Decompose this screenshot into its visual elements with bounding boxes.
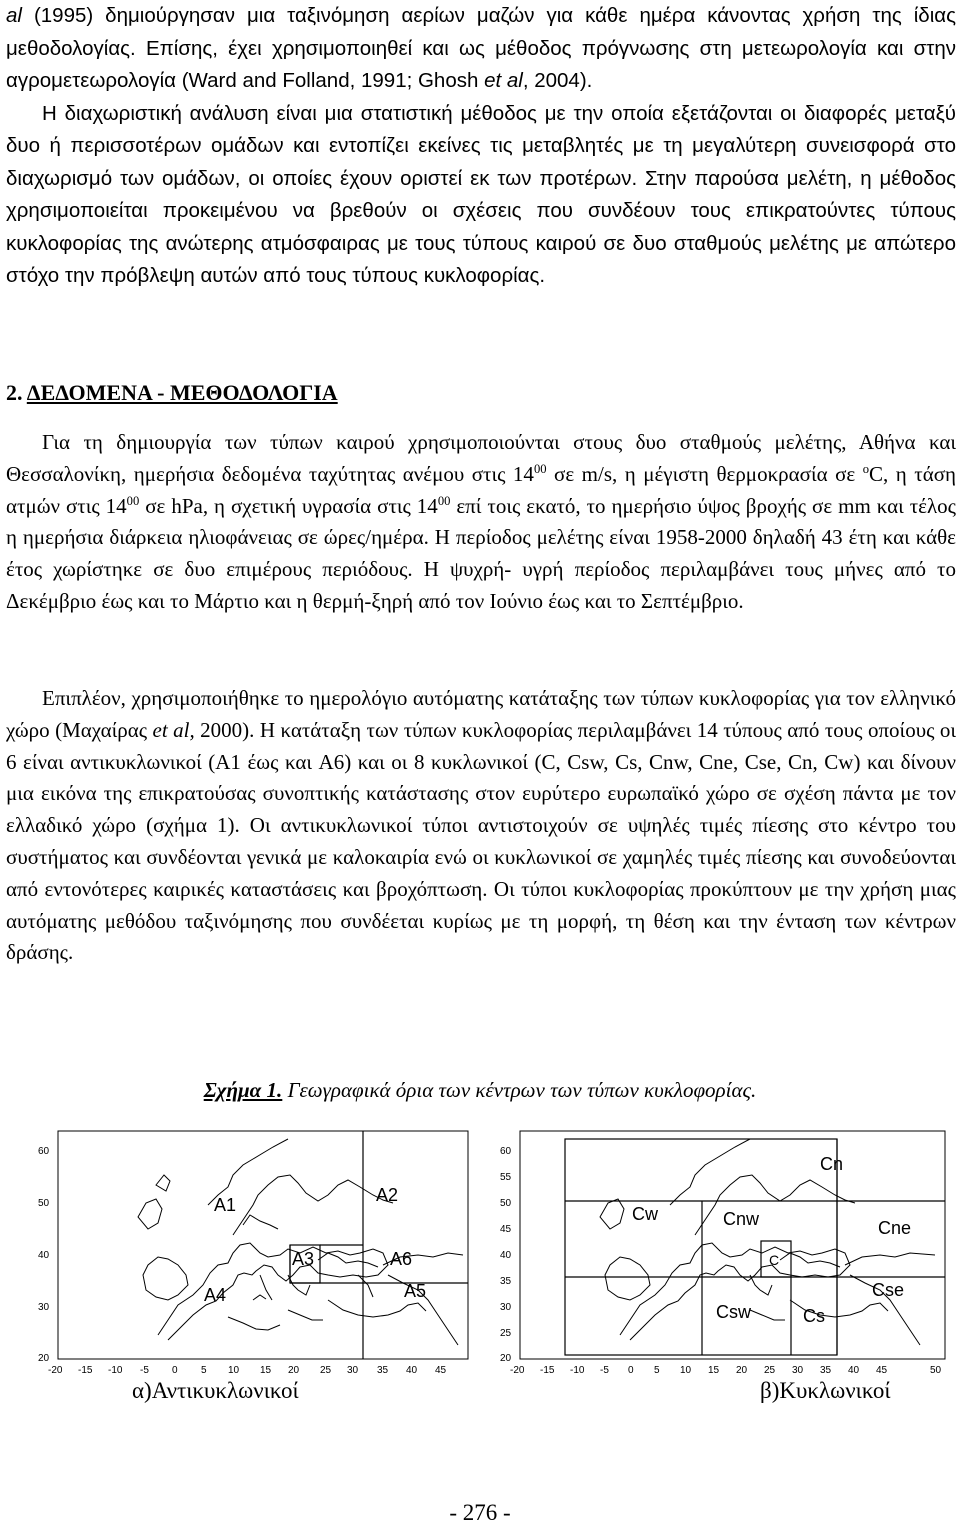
page-number: - 276 - <box>449 1500 511 1525</box>
y-tick-label: 50 <box>500 1198 512 1209</box>
x-tick-label: 10 <box>680 1365 692 1376</box>
text-italic: al <box>6 4 22 27</box>
region-label: Cn <box>820 1154 844 1174</box>
map-frame <box>58 1131 468 1359</box>
x-tick-label: 25 <box>764 1365 776 1376</box>
text-run: επί τοις εκατό, το ημερήσιο ύψος βροχής σε mm και τέλος η ημερήσια διάρκεια ηλιοφάνειας σε ώρες/ημέρα. Η περίοδος μελέτης είναι 1958-2000 δηλαδή 43 έτη και κάθε έτος χωρίστηκε σε δυο επιμέρους περιόδους. Η ψυχρή- υγρή περίοδος περιλαμβάνει τους μήνες από το Δεκέμβριο έως και το Μάρτιο και η θερμή-ξηρή από τον Ιούνιο έως και το Σεπτέμβριο. <box>6 493 957 613</box>
region-boundaries <box>565 1139 945 1355</box>
coastlines <box>138 1139 463 1345</box>
x-tick-label: -15 <box>540 1365 555 1376</box>
text-run: 2000). Η κατάταξη των τύπων κυκλοφορίας περιλαμβάνει 14 τύπους από τους οποίους οι 6 είναι αντικυκλωνικοί (A1 έως και A6) και οι 8 κυκλωνικοί (C, Csw, Cs, Cnw, Cne, Cse, Cn, Cw) και δίνουν μια εικόνα της επικρατούσας συνοπτικής κατάστασης στον ευρύτερο ευρωπαϊκό χώρο σε σχέση πάντα με τον ελλαδικό χώρο (σχήμα 1). Οι αντικυκλωνικοί τύποι αντιστοιχούν σε υψηλές τιμές πίεσης στο κέντρο του συστήματος και συνδέονται γενικά με καλοκαιρία ενώ οι κυκλωνικοί σε χαμηλές τιμές πίεσης και συνοδεύονται από εντονότερες καιρικές καταστάσεις και βροχόπτωση. Οι τύποι κυκλοφορίας προκύπτουν με την χρήση μιας αυτόματης μεθόδου ταξινόμησης που συνδέεται κυρίως με τη μορφή, τη θέση και την ένταση των κέντρων δράσης. <box>6 717 956 965</box>
data-paragraph <box>6 427 956 618</box>
cyclonic-map <box>490 1125 960 1380</box>
y-tick-label: 30 <box>500 1302 512 1313</box>
x-tick-label: -10 <box>570 1365 585 1376</box>
region-label: Cnw <box>723 1209 760 1229</box>
y-tick-label: 20 <box>500 1353 512 1364</box>
region-label: Cne <box>878 1218 912 1238</box>
x-tick-label: 15 <box>708 1365 720 1376</box>
text-run: Επιπλέον, χρησιμοποιήθηκε το ημερολόγιο αυτόματης κατάταξης των τύπων κυκλοφορίας για τον ελληνικό χώρο (Μαχαίρας <box>6 686 956 742</box>
y-tick-label: 50 <box>38 1198 50 1209</box>
section-title: ΔΕΔΟΜΕΝΑ - ΜΕΘΟΔΟΛΟΓΙΑ <box>26 380 338 405</box>
text-italic: et al, <box>152 717 195 742</box>
x-tick-label: 25 <box>320 1365 332 1376</box>
region-label: A4 <box>204 1285 227 1305</box>
y-tick-label: 30 <box>38 1302 50 1313</box>
text-run: (1995) δημιούργησαν μια ταξινόμηση αερίων μαζών για κάθε ημέρα κάνοντας χρήση της ίδιας μεθοδολογίας. Επίσης, έχει χρησιμοποιηθεί και ως μέθοδος πρόγνωσης στη μετεωρολογία και στην αγρομετεωρολογία (Ward and Folland, 1991; Ghosh <box>6 4 956 92</box>
section-number: 2. <box>6 380 27 405</box>
x-tick-label: 0 <box>172 1365 178 1376</box>
figure-caption-text: Γεωγραφικά όρια των κέντρων των τύπων κυκλοφορίας. <box>282 1078 757 1102</box>
y-tick-label: 20 <box>38 1353 50 1364</box>
text-italic: et al <box>484 69 523 92</box>
region-label: C <box>769 1252 780 1268</box>
x-tick-label: 5 <box>201 1365 207 1376</box>
region-label: A3 <box>292 1249 315 1269</box>
x-tick-label: 30 <box>347 1365 359 1376</box>
x-tick-label: -20 <box>48 1365 63 1376</box>
cyclonic-sublabel: β)Κυκλωνικοί <box>760 1378 891 1403</box>
superscript: 00 <box>126 493 140 508</box>
x-tick-label: 10 <box>228 1365 240 1376</box>
section-heading <box>6 380 338 406</box>
x-tick-label: 40 <box>848 1365 860 1376</box>
region-label: A5 <box>404 1281 427 1301</box>
y-tick-label: 60 <box>500 1146 512 1157</box>
region-label: A2 <box>376 1185 399 1205</box>
region-label: Cs <box>803 1306 825 1326</box>
y-tick-label: 35 <box>500 1276 512 1287</box>
x-tick-label: 45 <box>435 1365 447 1376</box>
x-tick-label: -20 <box>510 1365 525 1376</box>
x-tick-label: -5 <box>600 1365 609 1376</box>
text-run: C, η τάση ατμών στις 14 <box>6 461 956 518</box>
y-tick-label: 55 <box>500 1172 512 1183</box>
anticyclonic-map <box>28 1125 478 1380</box>
x-tick-label: -15 <box>78 1365 93 1376</box>
figure-caption <box>0 1078 960 1103</box>
x-tick-label: 35 <box>820 1365 832 1376</box>
x-tick-label: -5 <box>140 1365 149 1376</box>
text-run: σε hPa, η σχετική υγρασία στις 14 <box>139 493 438 518</box>
x-tick-label: 15 <box>260 1365 272 1376</box>
superscript: 00 <box>533 461 547 476</box>
x-tick-label: 20 <box>288 1365 300 1376</box>
x-tick-label: 45 <box>876 1365 888 1376</box>
region-label: A1 <box>214 1195 237 1215</box>
classification-paragraph <box>6 683 956 969</box>
x-tick-label: 35 <box>377 1365 389 1376</box>
region-label: A6 <box>390 1249 413 1269</box>
superscript: o <box>862 461 870 476</box>
region-label: Cw <box>632 1204 658 1224</box>
x-tick-label: 20 <box>736 1365 748 1376</box>
x-tick-label: 50 <box>930 1365 942 1376</box>
discriminant-paragraph: Η διαχωριστική ανάλυση είναι μια στατιστική μέθοδος με την οποία εξετάζονται οι διαφορές μεταξύ δυο ή περισσοτέρων ομάδων και εντοπίζει εκείνες τις μεταβλητές με τη μεγαλύτερη συνεισφορά στο διαχωρισμό των ομάδων, οι οποίες έχουν οριστεί εκ των προτέρων. Στην παρούσα μελέτη, η μέθοδος χρησιμοποιείται προκειμένου να βρεθούν οι σχέσεις που συνδέουν τους επικρατούντες τύπους κυκλοφορίας της ανώτερης ατμόσφαιρας με τους τύπους καιρού σε δυο σταθμούς μελέτης με απώτερο στόχο την πρόβλεψη αυτών από τους τύπους κυκλοφορίας. <box>6 101 956 287</box>
map-frame <box>520 1131 945 1359</box>
y-tick-label: 40 <box>500 1250 512 1261</box>
text-run: σε m/s, η μέγιστη θερμοκρασία σε <box>546 461 863 486</box>
y-tick-label: 60 <box>38 1146 50 1157</box>
figure-label: Σχήμα 1. <box>203 1078 283 1102</box>
y-tick-label: 25 <box>500 1328 512 1339</box>
x-tick-label: 40 <box>406 1365 418 1376</box>
region-label: Cse <box>872 1280 905 1300</box>
intro-paragraph <box>6 0 956 293</box>
coastlines <box>600 1139 935 1345</box>
superscript: 00 <box>437 493 451 508</box>
x-tick-label: -10 <box>108 1365 123 1376</box>
x-tick-label: 5 <box>654 1365 660 1376</box>
text-run: , 2004). <box>522 69 593 92</box>
x-tick-label: 30 <box>792 1365 804 1376</box>
y-tick-label: 45 <box>500 1224 512 1235</box>
anticyclonic-sublabel: α)Αντικυκλωνικοί <box>132 1378 299 1403</box>
region-boundaries <box>290 1131 468 1359</box>
text-run: Για τη δημιουργία των τύπων καιρού χρησιμοποιούνται στους δυο σταθμούς μελέτης, Αθήνα και Θεσσαλονίκη, ημερήσια δεδομένα ταχύτητας ανέμου στις 14 <box>6 430 956 486</box>
x-tick-label: 0 <box>628 1365 634 1376</box>
y-tick-label: 40 <box>38 1250 50 1261</box>
region-label: Csw <box>716 1302 751 1322</box>
